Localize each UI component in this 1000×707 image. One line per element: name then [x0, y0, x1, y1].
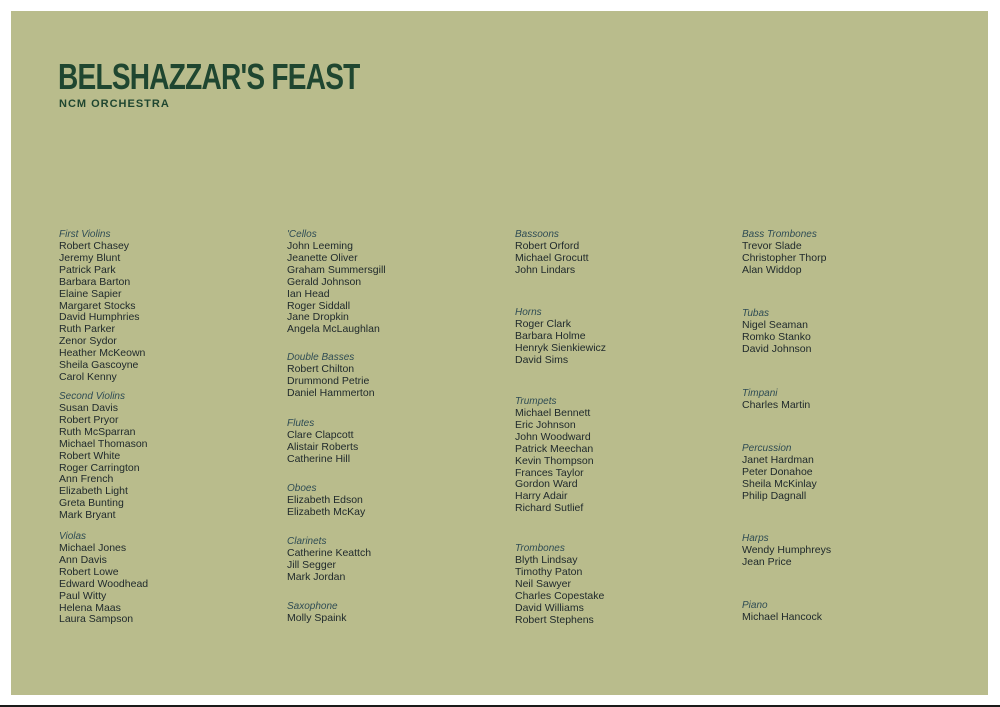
performer-name: Eric Johnson [515, 418, 576, 431]
performer-name: Clare Clapcott [287, 429, 354, 441]
performer-name: Mark Bryant [59, 509, 116, 522]
section-heading: First Violins [59, 229, 111, 240]
section-heading: Horns [515, 307, 542, 318]
section-names [515, 555, 715, 626]
performer-name: Ruth Parker [59, 323, 116, 336]
section-names [742, 320, 942, 356]
section [742, 388, 942, 412]
performer-name: Timothy Paton [515, 565, 583, 578]
performer-name: Ian Head [287, 287, 330, 300]
performer-name: Robert Pryor [59, 413, 119, 426]
section-heading: Clarinets [287, 536, 327, 547]
performer-name: Barbara Barton [59, 275, 131, 288]
section-names [287, 495, 487, 519]
performer-name: Roger Carrington [59, 461, 140, 474]
section-names [742, 455, 942, 503]
performer-name: Jean Price [742, 555, 792, 568]
performer-name: Charles Martin [742, 399, 811, 411]
performer-name: Ann French [59, 473, 114, 486]
performer-name: Paul Witty [59, 589, 107, 602]
section-names [287, 613, 487, 625]
section-names [287, 241, 487, 336]
section-heading: Percussion [742, 443, 792, 454]
performer-name: David Johnson [742, 342, 812, 355]
performer-name: Greta Bunting [59, 497, 124, 510]
performer-name: John Lindars [515, 263, 576, 276]
performer-name: Michael Jones [59, 542, 127, 554]
section [287, 418, 487, 466]
section-names [515, 319, 715, 367]
section [742, 443, 942, 503]
performer-name: Catherine Hill [287, 452, 351, 465]
performer-name: Laura Sampson [59, 613, 134, 626]
performer-name: David Sims [515, 353, 569, 366]
section-names [742, 241, 942, 277]
section-heading: Piano [742, 600, 768, 611]
performer-name: Gordon Ward [515, 478, 578, 491]
section [515, 229, 715, 277]
section [742, 533, 942, 569]
performer-name: Neil Sawyer [515, 577, 572, 590]
section-names [515, 241, 715, 277]
section [287, 536, 487, 584]
page-title: BELSHAZZAR'S FEAST [58, 56, 360, 97]
section-names [287, 430, 487, 466]
performer-name: Harry Adair [515, 490, 568, 503]
performer-name: Henryk Sienkiewicz [515, 341, 607, 354]
performer-name: Patrick Meechan [515, 442, 594, 455]
section-names [742, 612, 942, 624]
section-names [59, 241, 259, 384]
section [742, 600, 942, 624]
performer-name: Charles Copestake [515, 589, 605, 602]
section-names [287, 548, 487, 584]
performer-name: Robert Stephens [515, 613, 594, 626]
performer-name: Sheila McKinlay [742, 477, 817, 490]
performer-name: Barbara Holme [515, 329, 586, 342]
section [59, 531, 259, 626]
performer-name: David Humphries [59, 311, 140, 324]
section-heading: Trumpets [515, 396, 557, 407]
performer-name: Daniel Hammerton [287, 386, 375, 399]
performer-name: Blyth Lindsay [515, 554, 578, 566]
performer-name: Alan Widdop [742, 263, 802, 276]
section-names [742, 400, 942, 412]
performer-name: Zenor Sydor [59, 335, 117, 348]
performer-name: Christopher Thorp [742, 251, 827, 264]
section-heading: Trombones [515, 543, 565, 554]
section [742, 308, 942, 356]
section [59, 229, 259, 384]
section [515, 543, 715, 626]
section [287, 229, 487, 336]
performer-name: Alistair Roberts [287, 440, 359, 453]
section-heading: Double Basses [287, 352, 355, 363]
performer-name: Helena Maas [59, 601, 121, 614]
section-names [742, 545, 942, 569]
performer-name: Susan Davis [59, 402, 118, 414]
performer-name: Elaine Sapier [59, 287, 122, 300]
performer-name: Michael Hancock [742, 611, 822, 623]
performer-name: Heather McKeown [59, 347, 146, 360]
performer-name: Wendy Humphreys [742, 544, 832, 556]
section-heading: Tubas [742, 308, 770, 319]
performer-name: Mark Jordan [287, 570, 346, 583]
performer-name: Trevor Slade [742, 240, 802, 252]
performer-name: Edward Woodhead [59, 577, 149, 590]
performer-name: Elizabeth Edson [287, 494, 363, 506]
performer-name: Drummond Petrie [287, 374, 370, 387]
section [515, 307, 715, 367]
performer-name: Michael Grocutt [515, 251, 589, 264]
performer-name: Nigel Seaman [742, 319, 808, 331]
section-heading: Timpani [742, 388, 778, 399]
section-heading: Bass Trombones [742, 229, 817, 240]
performer-name: Ruth McSparran [59, 425, 136, 438]
performer-name: Carol Kenny [59, 370, 117, 383]
performer-name: Robert Orford [515, 240, 580, 252]
performer-name: Angela McLaughlan [287, 323, 380, 336]
section [59, 391, 259, 522]
performer-name: Margaret Stocks [59, 299, 136, 312]
performer-name: Peter Donahoe [742, 465, 813, 478]
performer-name: Jeanette Oliver [287, 251, 358, 264]
section-heading: Oboes [287, 483, 317, 494]
performer-name: Sheila Gascoyne [59, 359, 139, 372]
performer-name: Roger Clark [515, 318, 572, 330]
performer-name: John Woodward [515, 430, 591, 443]
performer-name: Gerald Johnson [287, 275, 362, 288]
performer-name: Richard Sutlief [515, 502, 584, 515]
performer-name: Patrick Park [59, 263, 116, 276]
performer-name: Molly Spaink [287, 612, 347, 624]
performer-name: Robert White [59, 449, 121, 462]
performer-name: Philip Dagnall [742, 489, 807, 502]
performer-name: Kevin Thompson [515, 454, 594, 467]
section [742, 229, 942, 277]
section [287, 601, 487, 625]
performer-name: Jeremy Blunt [59, 251, 121, 264]
section-heading: 'Cellos [287, 229, 317, 240]
performer-name: Robert Chasey [59, 240, 130, 252]
performer-name: David Williams [515, 601, 584, 614]
performer-name: Frances Taylor [515, 466, 584, 479]
section-names [515, 408, 715, 515]
section [515, 396, 715, 515]
section-names [59, 403, 259, 522]
performer-name: John Leeming [287, 240, 353, 252]
section-heading: Violas [59, 531, 87, 542]
performer-name: Jill Segger [287, 558, 337, 571]
performer-name: Catherine Keattch [287, 547, 372, 559]
performer-name: Ann Davis [59, 553, 107, 566]
section-heading: Bassoons [515, 229, 559, 240]
section [287, 352, 487, 400]
section-heading: Saxophone [287, 601, 338, 612]
section-names [287, 364, 487, 400]
section-heading: Flutes [287, 418, 315, 429]
performer-name: Robert Chilton [287, 363, 355, 375]
performer-name: Michael Bennett [515, 407, 591, 419]
performer-name: Elizabeth Light [59, 485, 128, 498]
section [287, 483, 487, 519]
page-subtitle: NCM ORCHESTRA [59, 98, 170, 110]
performer-name: Janet Hardman [742, 454, 814, 466]
section-heading: Second Violins [59, 391, 125, 402]
section-heading: Harps [742, 533, 769, 544]
performer-name: Graham Summersgill [287, 263, 386, 276]
performer-name: Elizabeth McKay [287, 505, 366, 518]
performer-name: Jane Dropkin [287, 311, 349, 324]
performer-name: Roger Siddall [287, 299, 351, 312]
performer-name: Michael Thomason [59, 437, 148, 450]
performer-name: Robert Lowe [59, 565, 119, 578]
performer-name: Romko Stanko [742, 330, 811, 343]
section-names [59, 543, 259, 626]
